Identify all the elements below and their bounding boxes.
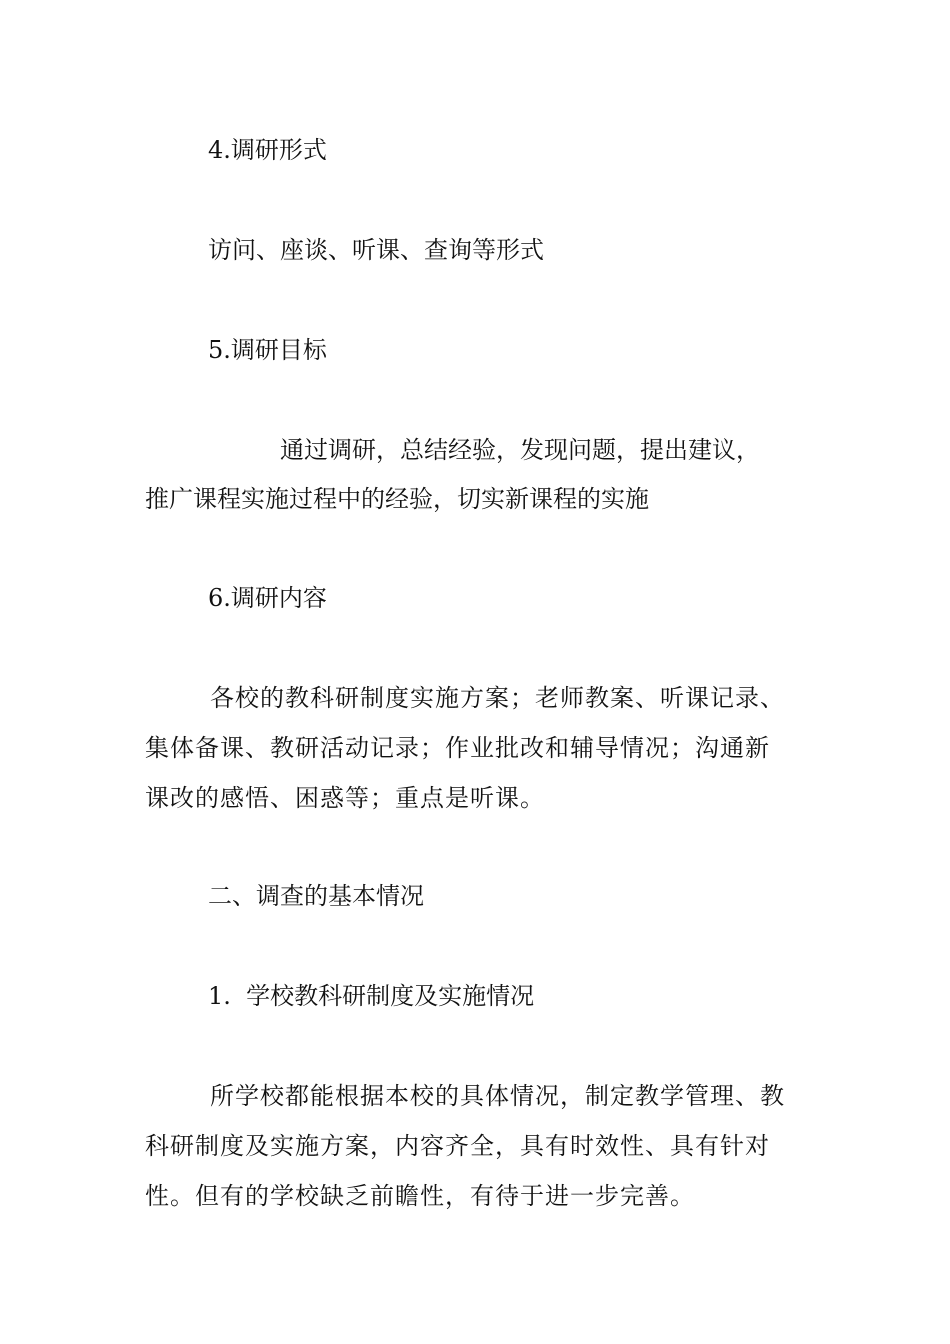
paragraph-survey-content-line-1: 各校的教科研制度实施方案；老师教案、听课记录、 [210, 684, 785, 712]
paragraph-survey-content-line-2: 集体备课、教研活动记录；作业批改和辅导情况；沟通新 [145, 734, 770, 762]
heading-section-2: 二、调查的基本情况 [208, 882, 424, 910]
paragraph-item-1-line-2: 科研制度及实施方案，内容齐全，具有时效性、具有针对 [145, 1132, 770, 1160]
paragraph-item-1-line-1: 所学校都能根据本校的具体情况，制定教学管理、教 [210, 1082, 785, 1110]
heading-survey-content: 6.调研内容 [208, 584, 327, 612]
heading-item-1: 1. 学校教科研制度及实施情况 [208, 982, 535, 1010]
paragraph-survey-goal-line-1: 通过调研，总结经验，发现问题，提出建议， [280, 436, 760, 464]
paragraph-item-1-line-3: 性。但有的学校缺乏前瞻性，有待于进一步完善。 [145, 1182, 695, 1210]
heading-survey-goal: 5.调研目标 [208, 336, 327, 364]
heading-survey-form: 4.调研形式 [208, 136, 327, 164]
paragraph-survey-goal-line-2: 推广课程实施过程中的经验，切实新课程的实施 [145, 485, 649, 513]
paragraph-survey-form: 访问、座谈、听课、查询等形式 [208, 236, 544, 264]
paragraph-survey-content-line-3: 课改的感悟、困惑等；重点是听课。 [145, 784, 545, 812]
